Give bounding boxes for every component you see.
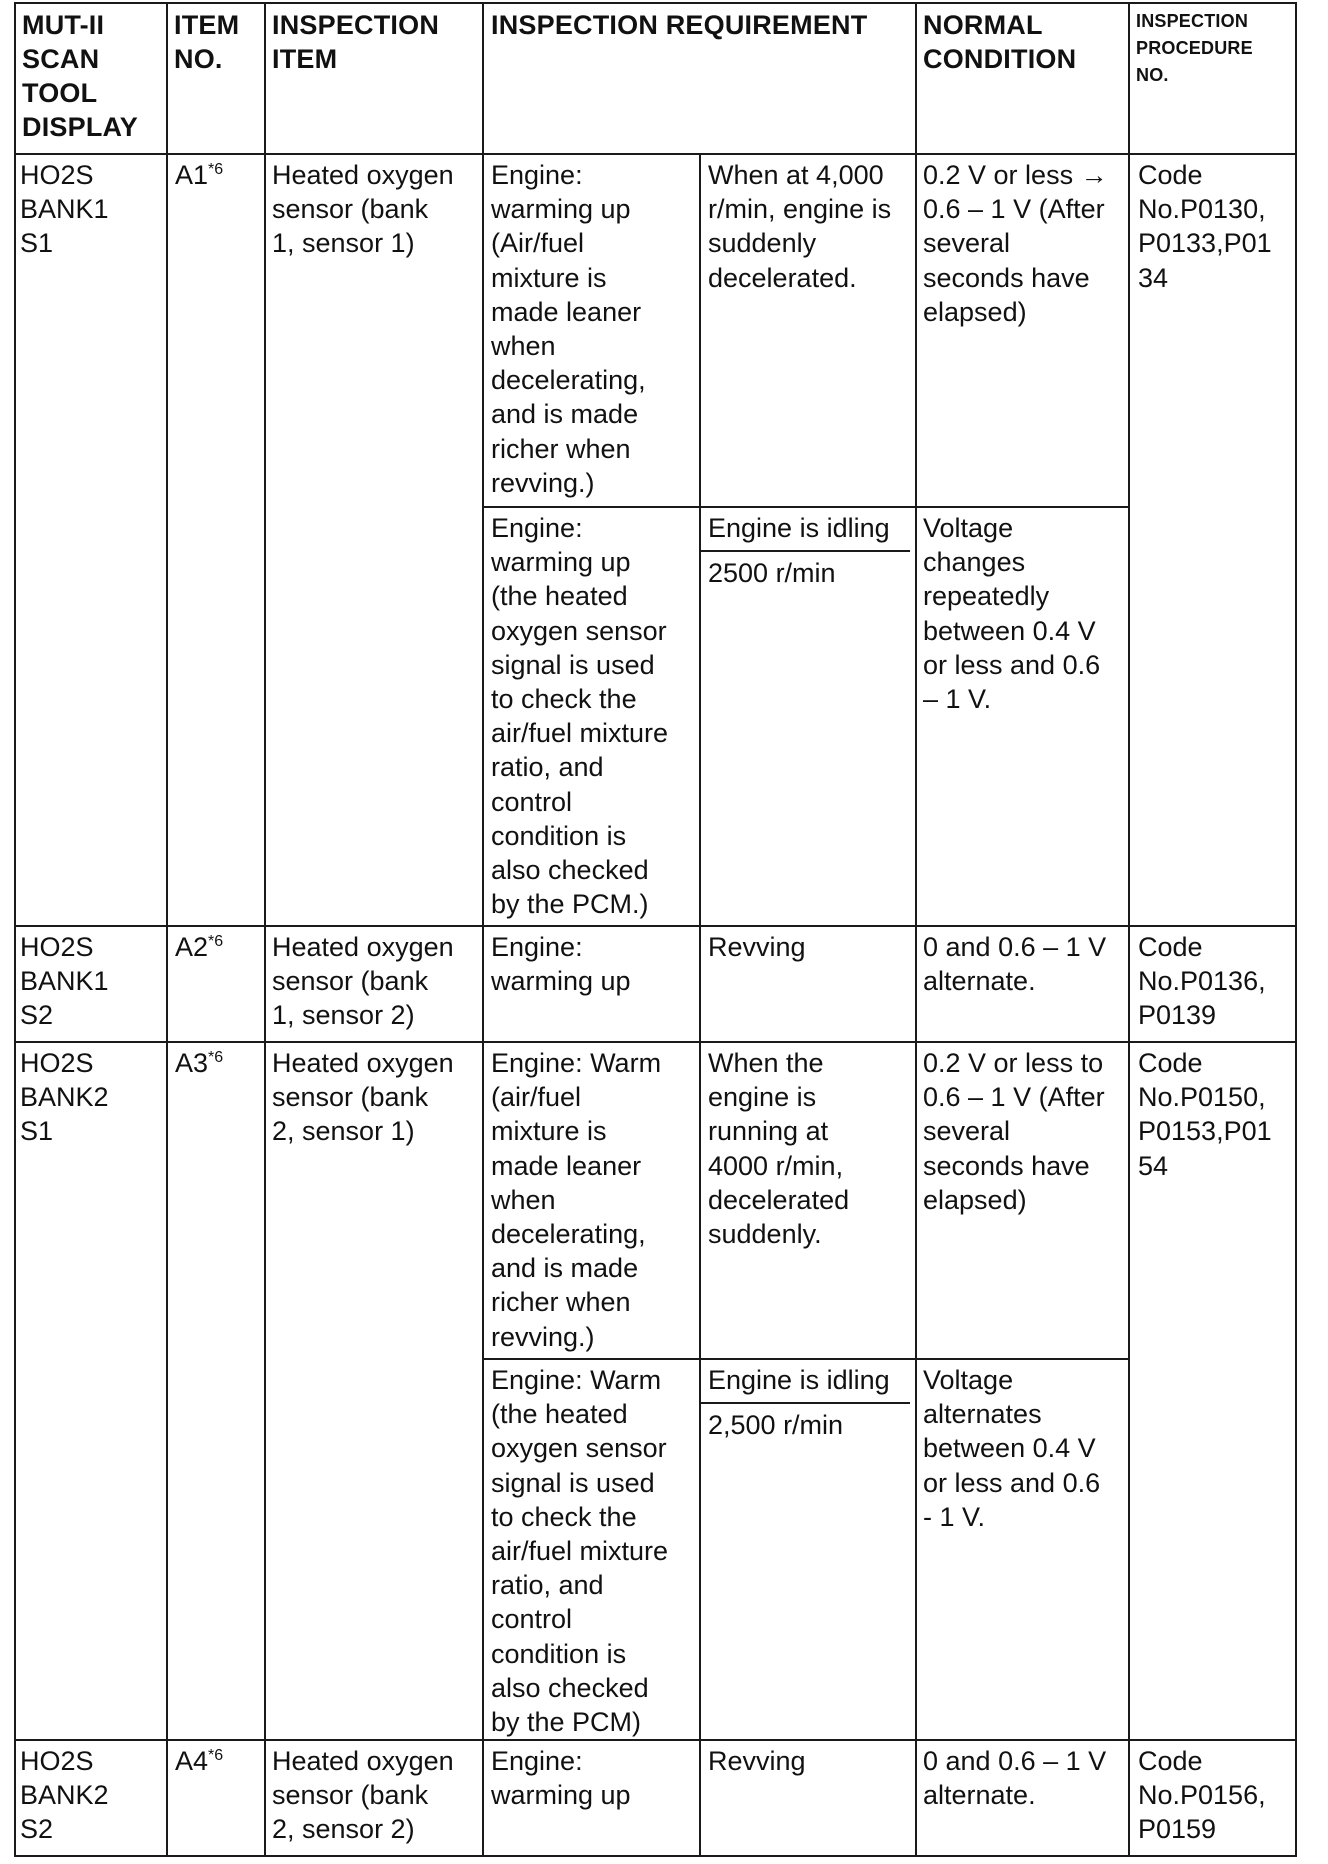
row4-item-no: A4$^{*6}$ xyxy=(175,1746,224,1776)
row1a-condition: Engine: warming up (Air/fuel mixture is made leaner when decelerating, and is made richer when revving.) xyxy=(491,160,646,498)
row2-display: HO2S BANK1 S2 xyxy=(20,932,109,1031)
grid-line-bottom xyxy=(14,1855,1297,1857)
row3b-detail-idle: Engine is idling xyxy=(708,1365,890,1395)
row3a-detail: When the engine is running at 4000 r/min, decelerated suddenly. xyxy=(708,1048,850,1250)
row3b-normal: Voltage alternates between 0.4 V or less and 0.6 - 1 V. xyxy=(923,1365,1101,1532)
header-item-no: ITEM NO. xyxy=(174,10,240,74)
grid-line-row1-sub xyxy=(482,506,1128,508)
row3a-condition: Engine: Warm (air/fuel mixture is made leaner when decelerating, and is made richer when revving.) xyxy=(491,1048,662,1352)
row3b-condition: Engine: Warm (the heated oxygen sensor signal is used to check the air/fuel mixture ratio, and control condition is also checked by the PCM) xyxy=(491,1365,669,1738)
grid-line-top xyxy=(14,2,1297,4)
row2-normal: 0 and 0.6 – 1 V alternate. xyxy=(923,932,1107,997)
grid-col-requirement xyxy=(482,2,484,1857)
header-display: MUT-II SCAN TOOL DISPLAY xyxy=(22,10,138,142)
row2-detail: Revving xyxy=(708,932,806,962)
row3b-detail-rpm: 2,500 r/min xyxy=(708,1410,844,1440)
header-inspection-item: INSPECTION ITEM xyxy=(272,10,440,74)
row4-normal: 0 and 0.6 – 1 V alternate. xyxy=(923,1746,1107,1811)
grid-col-right xyxy=(1295,2,1297,1857)
row4-condition: Engine: warming up xyxy=(491,1746,631,1811)
row4-display: HO2S BANK2 S2 xyxy=(20,1746,109,1845)
row3-procedure: Code No.P0150, P0153,P01 54 xyxy=(1138,1048,1272,1181)
row1-display: HO2S BANK1 S1 xyxy=(20,160,109,259)
row2-inspection-item: Heated oxygen sensor (bank 1, sensor 2) xyxy=(272,932,454,1031)
grid-col-procedure xyxy=(1128,2,1130,1857)
row3-inspection-item: Heated oxygen sensor (bank 2, sensor 1) xyxy=(272,1048,454,1147)
grid-line-row3-detail xyxy=(699,1402,910,1404)
row1b-normal: Voltage changes repeatedly between 0.4 V or less and 0.6 – 1 V. xyxy=(923,513,1101,715)
row3-item-no: A3$^{*6}$ xyxy=(175,1048,224,1078)
grid-col-left xyxy=(14,2,16,1857)
grid-col-normal xyxy=(915,2,917,1857)
header-normal-condition: NORMAL CONDITION xyxy=(923,10,1077,74)
grid-line-row3-bottom xyxy=(14,1739,1297,1741)
row2-condition: Engine: warming up xyxy=(491,932,631,997)
row4-procedure: Code No.P0156, P0159 xyxy=(1138,1746,1266,1845)
grid-line-row1-detail xyxy=(699,550,910,552)
header-procedure-no: INSPECTION PROCEDURE NO. xyxy=(1136,11,1253,85)
row1b-condition: Engine: warming up (the heated oxygen sensor signal is used to check the air/fuel mixture ratio, and control condition is also checked by the PCM.) xyxy=(491,513,669,920)
row3a-normal: 0.2 V or less to 0.6 – 1 V (After several seconds have elapsed) xyxy=(923,1048,1105,1215)
grid-line-row1-bottom xyxy=(14,925,1297,927)
grid-line-row2-bottom xyxy=(14,1041,1297,1043)
grid-col-detail xyxy=(699,153,701,1857)
row3-display: HO2S BANK2 S1 xyxy=(20,1048,109,1147)
header-inspection-requirement: INSPECTION REQUIREMENT xyxy=(491,10,868,40)
grid-col-name xyxy=(264,2,266,1857)
row1b-detail-rpm: 2500 r/min xyxy=(708,558,836,588)
row1a-normal: 0.2 V or less → 0.6 – 1 V (After several seconds have elapsed) xyxy=(923,160,1108,327)
row1a-detail: When at 4,000 r/min, engine is suddenly decelerated. xyxy=(708,160,892,293)
grid-line-row3-sub xyxy=(482,1358,1128,1360)
row2-item-no: A2$^{*6}$ xyxy=(175,932,224,962)
grid-line-header-bottom xyxy=(14,153,1297,155)
row1b-detail-idle: Engine is idling xyxy=(708,513,890,543)
row4-detail: Revving xyxy=(708,1746,806,1776)
row1-inspection-item: Heated oxygen sensor (bank 1, sensor 1) xyxy=(272,160,454,259)
row1-procedure: Code No.P0130, P0133,P01 34 xyxy=(1138,160,1272,293)
row1-item-no: A1$^{*6}$ xyxy=(175,160,224,190)
row4-inspection-item: Heated oxygen sensor (bank 2, sensor 2) xyxy=(272,1746,454,1845)
grid-col-item xyxy=(166,2,168,1857)
row2-procedure: Code No.P0136, P0139 xyxy=(1138,932,1266,1031)
